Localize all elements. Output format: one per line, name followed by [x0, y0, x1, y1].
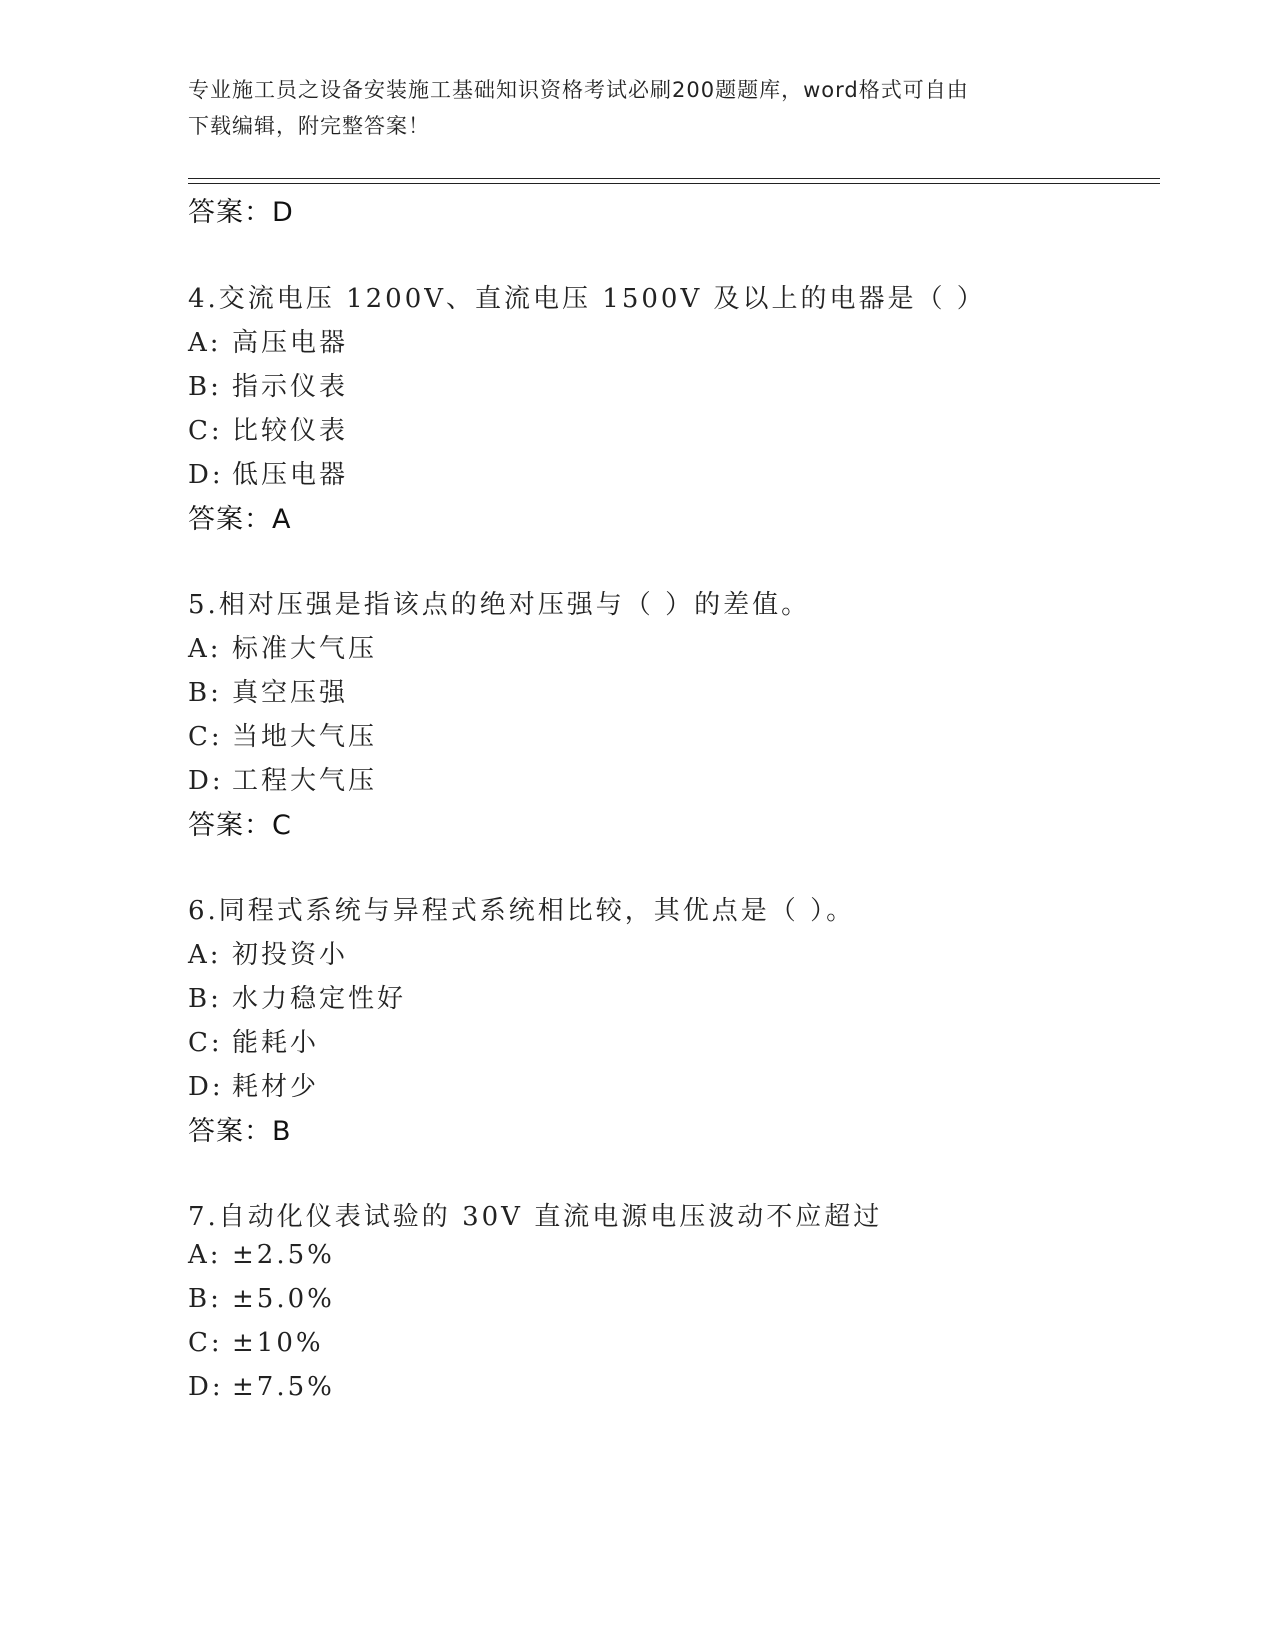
- header-divider-top: [188, 178, 1160, 179]
- header-divider-bottom: [188, 183, 1160, 184]
- option-text: 标准大气压: [232, 634, 378, 664]
- option-a: [188, 628, 377, 665]
- answer-line: 答案：D: [188, 197, 294, 228]
- option-text: ±10%: [232, 1328, 324, 1358]
- option-a: [188, 1240, 335, 1270]
- option-text: 当地大气压: [232, 722, 378, 752]
- option-a: [188, 934, 348, 971]
- option-text: ±2.5%: [232, 1240, 335, 1270]
- document-header: [188, 72, 1088, 144]
- option-d: [188, 454, 348, 491]
- option-text: 初投资小: [232, 940, 349, 970]
- option-text: 指示仪表: [232, 372, 349, 402]
- option-letter: B:: [188, 372, 222, 402]
- option-letter: C:: [188, 1028, 223, 1058]
- option-text: ±7.5%: [232, 1372, 335, 1402]
- option-c: [188, 1328, 324, 1358]
- option-text: 耗材少: [232, 1072, 320, 1102]
- question-stem: 6.同程式系统与异程式系统相比较，其优点是（ ）。: [188, 896, 856, 926]
- header-line-1: 专业施工员之设备安装施工基础知识资格考试必刷200题题库，word格式可自由: [188, 78, 969, 102]
- answer-line: 答案：C: [188, 810, 292, 841]
- option-c: [188, 1022, 319, 1059]
- option-c: [188, 410, 348, 447]
- option-d: [188, 1066, 319, 1103]
- option-letter: D:: [188, 1072, 224, 1102]
- option-b: [188, 1284, 335, 1314]
- option-letter: C:: [188, 1328, 223, 1358]
- answer-line: 答案：B: [188, 1116, 292, 1147]
- question-stem: 5.相对压强是指该点的绝对压强与（ ）的差值。: [188, 590, 811, 620]
- answer-line: 答案：A: [188, 504, 292, 535]
- option-text: 水力稳定性好: [232, 984, 407, 1014]
- option-letter: A:: [188, 940, 222, 970]
- option-a: [188, 322, 348, 359]
- option-c: [188, 716, 377, 753]
- option-text: 工程大气压: [232, 766, 378, 796]
- option-text: 比较仪表: [232, 416, 349, 446]
- option-b: [188, 978, 406, 1015]
- option-letter: B:: [188, 1284, 222, 1314]
- option-d: [188, 1372, 335, 1402]
- option-text: 真空压强: [232, 678, 349, 708]
- option-letter: B:: [188, 984, 222, 1014]
- option-text: 能耗小: [232, 1028, 320, 1058]
- option-text: 低压电器: [232, 460, 349, 490]
- option-letter: A:: [188, 634, 222, 664]
- question-stem: 4.交流电压 1200V、直流电压 1500V 及以上的电器是（ ）: [188, 284, 986, 314]
- option-letter: C:: [188, 722, 223, 752]
- option-d: [188, 760, 377, 797]
- option-letter: A:: [188, 1240, 222, 1270]
- option-letter: D:: [188, 766, 224, 796]
- option-letter: D:: [188, 460, 224, 490]
- option-b: [188, 366, 348, 403]
- question-stem: 7.自动化仪表试验的 30V 直流电源电压波动不应超过: [188, 1202, 883, 1232]
- option-letter: D:: [188, 1372, 224, 1402]
- option-text: 高压电器: [232, 328, 349, 358]
- header-line-2: 下载编辑，附完整答案！: [188, 114, 430, 138]
- option-letter: B:: [188, 678, 222, 708]
- option-letter: A:: [188, 328, 222, 358]
- option-b: [188, 672, 348, 709]
- option-letter: C:: [188, 416, 223, 446]
- option-text: ±5.0%: [232, 1284, 335, 1314]
